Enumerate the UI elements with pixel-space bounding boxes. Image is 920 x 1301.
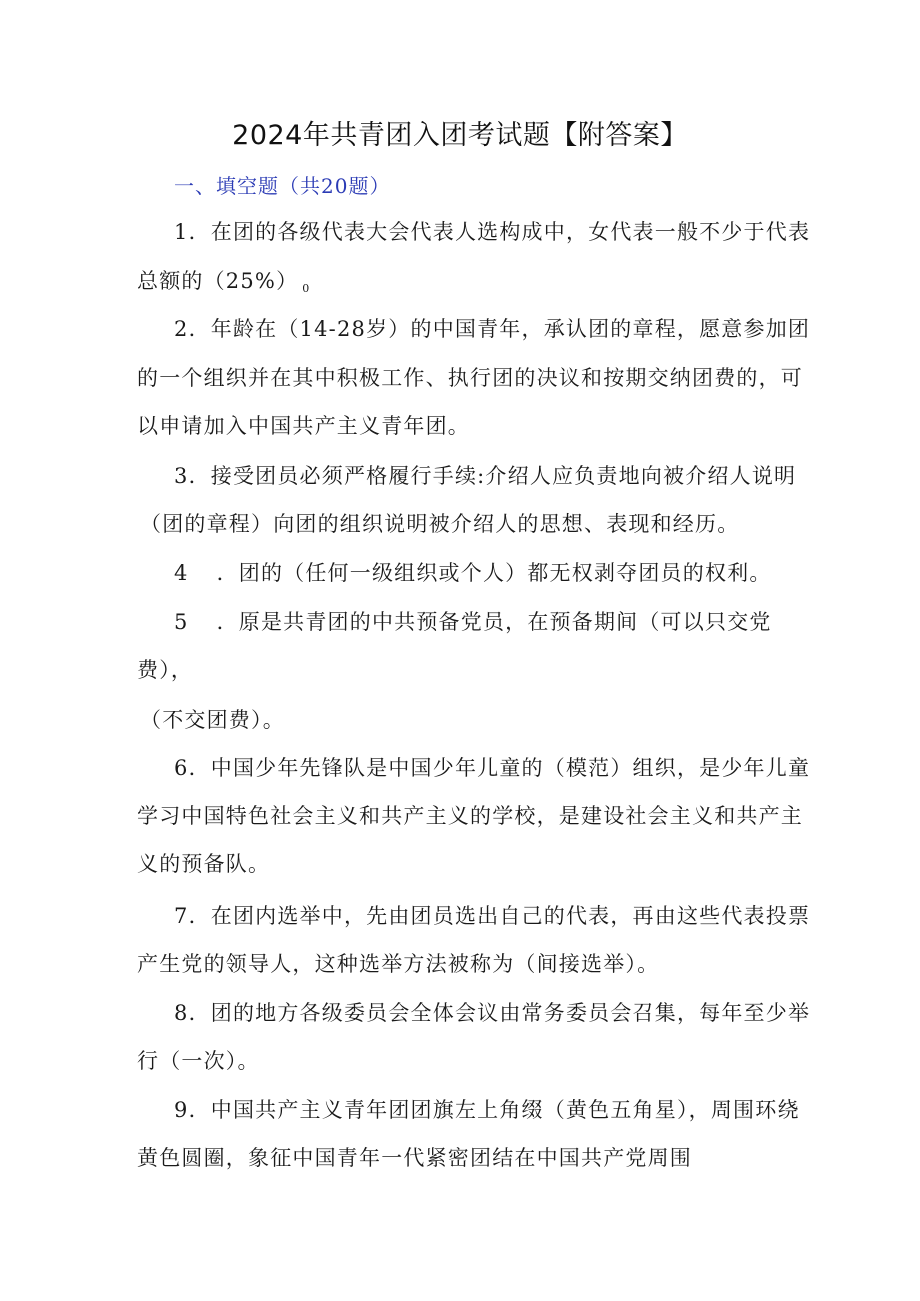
question-text: 义的预备队。 [137, 852, 271, 876]
question-5-line-3 [140, 705, 285, 735]
question-text: ．年龄在（14-28岁）的中国青年，承认团的章程，愿意参加团 [188, 317, 811, 341]
question-text: ．在团的各级代表大会代表人选构成中，女代表一般不少于代表 [188, 220, 811, 244]
question-number: 8 [174, 1001, 189, 1025]
question-text: 黄色圆圈，象征中国青年一代紧密团结在中国共产党周围 [137, 1146, 692, 1170]
question-number: 4 [174, 561, 189, 585]
question-text: ．接受团员必须严格履行手续:介绍人应负责地向被介绍人说明 [188, 464, 797, 488]
document-title: 2024年共青团入团考试题【附答案】 [232, 120, 688, 151]
question-text: 学习中国特色社会主义和共产主义的学校，是建设社会主义和共产主 [137, 804, 803, 828]
question-2-line-1 [174, 314, 810, 344]
question-number: 6 [174, 756, 189, 780]
question-6-line-3 [137, 849, 270, 879]
question-8-line-2 [137, 1046, 260, 1076]
question-text: ．团的地方各级委员会全体会议由常务委员会召集，每年至少举 [188, 1001, 811, 1025]
question-number: 5 [174, 610, 189, 634]
question-number: 2 [174, 317, 189, 341]
question-text: ．原是共青团的中共预备党员，在预备期间（可以只交党 [216, 610, 772, 634]
question-5-line-2 [137, 655, 193, 685]
question-9-line-2 [137, 1143, 692, 1173]
question-number: 7 [174, 904, 189, 928]
question-text: （团的章程）向团的组织说明被介绍人的思想、表现和经历。 [140, 512, 740, 536]
trailing-mark: 0 [302, 282, 311, 295]
question-8-line-1 [174, 998, 810, 1028]
question-3-line-1 [174, 461, 796, 491]
question-text: 行（一次）。 [137, 1049, 260, 1073]
question-text: （不交团费）。 [140, 708, 285, 732]
question-9-line-1 [174, 1095, 800, 1125]
question-7-line-2 [137, 949, 659, 979]
question-2-line-2 [137, 363, 803, 393]
question-number: 9 [174, 1098, 189, 1122]
question-text: 产生党的领导人，这种选举方法被称为（间接选举）。 [137, 952, 660, 976]
section-heading-fill-in-blank: 一、填空题（共20题） [174, 174, 391, 198]
question-2-line-3 [137, 411, 470, 441]
question-1-line-2 [137, 266, 310, 304]
question-text: 以申请加入中国共产主义青年团。 [137, 414, 470, 438]
question-text: 的一个组织并在其中积极工作、执行团的决议和按期交纳团费的，可 [137, 366, 803, 390]
question-3-line-2 [140, 509, 739, 539]
question-5-line-1 [174, 607, 772, 637]
question-6-line-2 [137, 801, 803, 831]
question-6-line-1 [174, 753, 810, 783]
question-7-line-1 [174, 901, 810, 931]
question-text: 总额的（25%） [137, 269, 299, 293]
question-text: ．团的（任何一级组织或个人）都无权剥夺团员的权利。 [216, 561, 772, 585]
question-number: 3 [174, 464, 189, 488]
question-number: 1 [174, 220, 189, 244]
question-text: ．中国共产主义青年团团旗左上角缀（黄色五角星），周围环绕 [188, 1098, 800, 1122]
question-text: 费）， [137, 658, 194, 682]
question-text: ．中国少年先锋队是中国少年儿童的（模范）组织，是少年儿童 [188, 756, 811, 780]
question-4-line-1 [174, 558, 772, 588]
question-1-line-1 [174, 217, 810, 247]
question-text: ．在团内选举中，先由团员选出自己的代表，再由这些代表投票 [188, 904, 811, 928]
